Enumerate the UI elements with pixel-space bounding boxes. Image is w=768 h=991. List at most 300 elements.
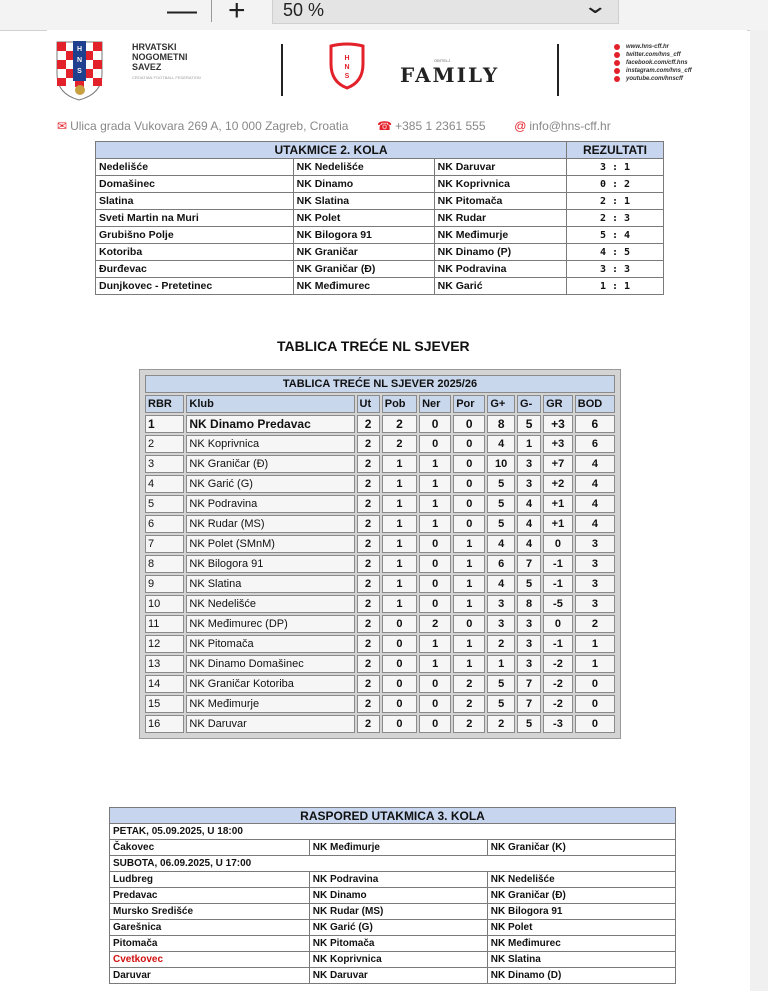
svg-text:N: N [344,64,350,71]
rank-cell: 5 [145,495,184,513]
played-cell: 2 [357,495,380,513]
wins-cell: 1 [382,495,417,513]
home-team-cell: NK Pitomača [309,936,487,952]
venue-cell: Dunjkovec - Pretetinec [96,278,294,295]
zoom-out-button[interactable]: — [167,0,197,27]
played-cell: 2 [357,515,380,533]
table-row [110,872,676,888]
column-header-club: Klub [186,395,354,413]
away-team-cell: NK Polet [487,920,675,936]
away-team-cell: NK Dinamo (D) [487,968,675,984]
club-cell: NK Koprivnica [186,435,354,453]
points-cell: 1 [575,635,615,653]
goals-against-cell: 4 [517,535,541,553]
score-cell: 1 : 1 [567,278,664,295]
losses-cell: 2 [453,675,485,693]
goals-for-cell: 2 [487,715,515,733]
club-cell: NK Pitomača [186,635,354,653]
standings-rows [145,415,615,733]
goal-diff-cell: -1 [543,635,573,653]
date-row [110,856,676,872]
table-row [145,535,615,553]
score-cell: 2 : 3 [567,210,664,227]
points-cell: 1 [575,655,615,673]
club-cell: NK Graničar Kotoriba [186,675,354,693]
club-cell: NK Međimurje [186,695,354,713]
round3-title: RASPORED UTAKMICA 3. KOLA [110,808,676,824]
venue-cell: Đurđevac [96,261,294,278]
table-row [145,675,615,693]
venue-cell: Kotoriba [96,244,294,261]
table-row [145,655,615,673]
goals-against-cell: 5 [517,415,541,433]
losses-cell: 0 [453,435,485,453]
losses-cell: 1 [453,635,485,653]
rank-cell: 14 [145,675,184,693]
wins-cell: 1 [382,555,417,573]
goals-against-cell: 3 [517,615,541,633]
points-cell: 6 [575,435,615,453]
played-cell: 2 [357,695,380,713]
goals-against-cell: 3 [517,475,541,493]
losses-cell: 0 [453,415,485,433]
club-cell: NK Daruvar [186,715,354,733]
rank-cell: 12 [145,635,184,653]
score-cell: 0 : 2 [567,176,664,193]
header-divider-2 [557,44,559,96]
goal-diff-cell: -2 [543,695,573,713]
svg-text:H: H [76,46,83,53]
away-team-cell: NK Dinamo (P) [434,244,566,261]
score-cell: 3 : 1 [567,159,664,176]
column-header-goals-for: G+ [487,395,515,413]
rank-cell: 15 [145,695,184,713]
match-date: SUBOTA, 06.09.2025, U 17:00 [110,856,676,872]
wins-cell: 1 [382,475,417,493]
away-team-cell: NK Graničar (Đ) [487,888,675,904]
score-cell: 2 : 1 [567,193,664,210]
wins-cell: 0 [382,635,417,653]
goals-for-cell: 4 [487,435,515,453]
rank-cell: 6 [145,515,184,533]
club-cell: NK Međimurec (DP) [186,615,354,633]
points-cell: 0 [575,715,615,733]
goal-diff-cell: -3 [543,715,573,733]
home-team-cell: NK Bilogora 91 [293,227,434,244]
home-team-cell: NK Dinamo [293,176,434,193]
zoom-in-button[interactable]: + [228,0,246,27]
goals-for-cell: 4 [487,535,515,553]
goal-diff-cell: 0 [543,535,573,553]
draws-cell: 0 [419,595,451,613]
table-row [145,515,615,533]
table-row [96,176,664,193]
document-page [47,30,747,991]
draws-cell: 0 [419,695,451,713]
played-cell: 2 [357,435,380,453]
points-cell: 0 [575,695,615,713]
rank-cell: 1 [145,415,184,433]
toolbar-divider [211,0,212,22]
wins-cell: 1 [382,575,417,593]
score-cell: 4 : 5 [567,244,664,261]
losses-cell: 2 [453,695,485,713]
date-row [110,824,676,840]
youtube-icon [614,76,620,82]
losses-cell: 0 [453,455,485,473]
away-team-cell: NK Garić [434,278,566,295]
table-row [145,415,615,433]
table-row [145,595,615,613]
points-cell: 4 [575,515,615,533]
zoom-value: 50 % [283,0,325,20]
goal-diff-cell: +7 [543,455,573,473]
table-row [145,435,615,453]
wins-cell: 1 [382,515,417,533]
draws-cell: 2 [419,615,451,633]
home-team-cell: NK Slatina [293,193,434,210]
draws-cell: 1 [419,635,451,653]
org-name: HRVATSKI NOGOMETNI SAVEZ [132,42,188,72]
home-team-cell: NK Podravina [309,872,487,888]
away-team-cell: NK Graničar (K) [487,840,675,856]
goals-for-cell: 4 [487,575,515,593]
home-team-cell: NK Nedelišće [293,159,434,176]
rank-cell: 16 [145,715,184,733]
goals-for-cell: 10 [487,455,515,473]
away-team-cell: NK Daruvar [434,159,566,176]
club-cell: NK Garić (G) [186,475,354,493]
column-header-goal-diff: GR [543,395,573,413]
venue-cell: Sveti Martin na Muri [96,210,294,227]
score-cell: 5 : 4 [567,227,664,244]
social-link-instagram[interactable]: instagram.com/hns_cff [614,67,692,75]
points-cell: 0 [575,675,615,693]
round2-rows [96,159,664,295]
table-row [110,920,676,936]
svg-text:S: S [344,73,350,80]
table-row [110,840,676,856]
played-cell: 2 [357,415,380,433]
club-cell: NK Slatina [186,575,354,593]
rank-cell: 13 [145,655,184,673]
standings-table-wrapper [139,369,621,739]
club-cell: NK Rudar (MS) [186,515,354,533]
club-cell: NK Podravina [186,495,354,513]
away-team-cell: NK Međimurec [487,936,675,952]
points-cell: 4 [575,455,615,473]
points-cell: 3 [575,555,615,573]
goals-for-cell: 5 [487,695,515,713]
table-row [145,635,615,653]
goals-for-cell: 5 [487,495,515,513]
venue-cell: Čakovec [110,840,310,856]
draws-cell: 0 [419,555,451,573]
table-row [96,210,664,227]
wins-cell: 1 [382,595,417,613]
match-date: PETAK, 05.09.2025, U 18:00 [110,824,676,840]
played-cell: 2 [357,455,380,473]
table-row [96,159,664,176]
svg-text:H: H [344,55,350,62]
table-row [145,455,615,473]
table-row [145,695,615,713]
table-row [145,495,615,513]
draws-cell: 0 [419,715,451,733]
wins-cell: 0 [382,695,417,713]
table-row [96,278,664,295]
played-cell: 2 [357,575,380,593]
wins-cell: 1 [382,455,417,473]
wins-cell: 2 [382,415,417,433]
goals-against-cell: 3 [517,455,541,473]
played-cell: 2 [357,715,380,733]
goals-for-cell: 5 [487,675,515,693]
away-team-cell: NK Pitomača [434,193,566,210]
home-team-cell: NK Međimurec [293,278,434,295]
venue-cell: Slatina [96,193,294,210]
instagram-icon [614,68,620,74]
wins-cell: 1 [382,535,417,553]
played-cell: 2 [357,675,380,693]
venue-cell: Pitomača [110,936,310,952]
venue-cell: Grubišno Polje [96,227,294,244]
twitter-icon [614,52,620,58]
table-row [145,715,615,733]
phone-icon: ☎ [377,119,393,133]
goals-against-cell: 3 [517,635,541,653]
points-cell: 4 [575,475,615,493]
email-text: info@hns-cff.hr [529,119,611,133]
losses-cell: 1 [453,555,485,573]
away-team-cell: NK Podravina [434,261,566,278]
losses-cell: 1 [453,535,485,553]
draws-cell: 1 [419,455,451,473]
played-cell: 2 [357,655,380,673]
club-cell: NK Polet (SMnM) [186,535,354,553]
wins-cell: 0 [382,655,417,673]
draws-cell: 0 [419,675,451,693]
wins-cell: 0 [382,675,417,693]
round3-schedule-table [109,807,676,984]
draws-cell: 1 [419,655,451,673]
goals-against-cell: 1 [517,435,541,453]
venue-cell: Mursko Središće [110,904,310,920]
facebook-icon [614,60,620,66]
home-team-cell: NK Međimurje [309,840,487,856]
table-row [110,952,676,968]
venue-cell: Ludbreg [110,872,310,888]
played-cell: 2 [357,535,380,553]
venue-cell: Domašinec [96,176,294,193]
goals-against-cell: 7 [517,555,541,573]
contact-line [57,119,611,133]
played-cell: 2 [357,635,380,653]
draws-cell: 0 [419,575,451,593]
column-header-wins: Pob [382,395,417,413]
goal-diff-cell: +1 [543,515,573,533]
hns-logo [52,36,107,102]
goals-for-cell: 1 [487,655,515,673]
goals-for-cell: 5 [487,515,515,533]
home-team-cell: NK Polet [293,210,434,227]
losses-cell: 0 [453,515,485,533]
club-cell: NK Bilogora 91 [186,555,354,573]
played-cell: 2 [357,615,380,633]
home-team-cell: NK Graničar [293,244,434,261]
social-link-youtube[interactable]: youtube.com/hnscff [614,75,692,83]
table-row [96,227,664,244]
standings-caption: TABLICA TREĆE NL SJEVER 2025/26 [145,375,615,393]
column-header-rank: RBR [145,395,184,413]
goal-diff-cell: +3 [543,415,573,433]
club-cell: NK Nedelišće [186,595,354,613]
home-team-cell: NK Garić (G) [309,920,487,936]
away-team-cell: NK Bilogora 91 [487,904,675,920]
table-row [96,261,664,278]
home-team-cell: NK Rudar (MS) [309,904,487,920]
standings-heading: TABLICA TREĆE NL SJEVER [277,338,470,354]
losses-cell: 0 [453,475,485,493]
home-team-cell: NK Graničar (Đ) [293,261,434,278]
goals-for-cell: 3 [487,615,515,633]
goals-against-cell: 7 [517,675,541,693]
chevron-down-icon: ⌄ [581,0,608,18]
standings-header-row [145,395,615,413]
standings-table [143,373,617,735]
goal-diff-cell: 0 [543,615,573,633]
column-header-losses: Por [453,395,485,413]
table-row [96,244,664,261]
goals-for-cell: 3 [487,595,515,613]
table-row [145,475,615,493]
social-links [614,43,692,83]
away-team-cell: NK Međimurje [434,227,566,244]
rank-cell: 3 [145,455,184,473]
goals-against-cell: 5 [517,575,541,593]
venue-cell: Garešnica [110,920,310,936]
draws-cell: 0 [419,415,451,433]
played-cell: 2 [357,595,380,613]
org-subtitle: CROATIAN FOOTBALL FEDERATION [132,75,201,80]
round2-results-table [95,141,664,295]
pdf-toolbar [0,0,768,31]
table-row [110,904,676,920]
rank-cell: 2 [145,435,184,453]
goals-for-cell: 8 [487,415,515,433]
wins-cell: 2 [382,435,417,453]
table-row [110,888,676,904]
social-link-web[interactable]: www.hns-cff.hr [614,43,692,51]
goals-against-cell: 4 [517,515,541,533]
goal-diff-cell: +1 [543,495,573,513]
points-cell: 3 [575,595,615,613]
svg-text:S: S [77,68,82,75]
globe-icon [614,44,620,50]
goals-against-cell: 5 [517,715,541,733]
points-cell: 2 [575,615,615,633]
goals-against-cell: 4 [517,495,541,513]
club-cell: NK Dinamo Predavac [186,415,354,433]
column-header-played: Ut [357,395,380,413]
rank-cell: 9 [145,575,184,593]
rank-cell: 11 [145,615,184,633]
social-link-facebook[interactable]: facebook.com/cff.hns [614,59,692,67]
goal-diff-cell: -2 [543,655,573,673]
goals-against-cell: 3 [517,655,541,673]
losses-cell: 2 [453,715,485,733]
points-cell: 3 [575,575,615,593]
round2-title: UTAKMICE 2. KOLA [96,142,567,159]
table-row [145,615,615,633]
wins-cell: 0 [382,615,417,633]
losses-cell: 0 [453,495,485,513]
venue-cell: Daruvar [110,968,310,984]
home-team-cell: NK Dinamo [309,888,487,904]
phone-text: +385 1 2361 555 [395,119,486,133]
points-cell: 6 [575,415,615,433]
table-row [110,936,676,952]
home-team-cell: NK Koprivnica [309,952,487,968]
zoom-select[interactable] [272,0,619,24]
goal-diff-cell: -1 [543,575,573,593]
at-icon: @ [514,119,527,133]
points-cell: 4 [575,495,615,513]
venue-cell: Cvetkovec [110,952,310,968]
losses-cell: 0 [453,615,485,633]
played-cell: 2 [357,475,380,493]
goal-diff-cell: -5 [543,595,573,613]
rank-cell: 7 [145,535,184,553]
draws-cell: 1 [419,475,451,493]
draws-cell: 1 [419,495,451,513]
losses-cell: 1 [453,575,485,593]
venue-cell: Nedelišće [96,159,294,176]
column-header-points: BOD [575,395,615,413]
rank-cell: 4 [145,475,184,493]
goals-against-cell: 8 [517,595,541,613]
away-team-cell: NK Rudar [434,210,566,227]
goals-for-cell: 2 [487,635,515,653]
rank-cell: 8 [145,555,184,573]
away-team-cell: NK Koprivnica [434,176,566,193]
mail-icon: ✉ [57,119,68,133]
losses-cell: 1 [453,655,485,673]
family-logo-text: FAMILY [400,63,500,87]
table-row [110,968,676,984]
column-header-goals-against: G- [517,395,541,413]
goals-for-cell: 5 [487,475,515,493]
wins-cell: 0 [382,715,417,733]
away-team-cell: NK Slatina [487,952,675,968]
played-cell: 2 [357,555,380,573]
draws-cell: 0 [419,435,451,453]
goals-for-cell: 6 [487,555,515,573]
table-row [96,193,664,210]
points-cell: 3 [575,535,615,553]
goals-against-cell: 7 [517,695,541,713]
goal-diff-cell: +3 [543,435,573,453]
goal-diff-cell: -1 [543,555,573,573]
rank-cell: 10 [145,595,184,613]
round3-rows [110,808,676,984]
address-text: Ulica grada Vukovara 269 A, 10 000 Zagreb, Croatia [70,119,349,133]
family-small-label: OBITELJ [434,58,451,63]
family-shield-logo [327,42,367,90]
score-cell: 3 : 3 [567,261,664,278]
social-link-twitter[interactable]: twitter.com/hns_cff [614,51,692,59]
vertical-scrollbar[interactable] [750,30,768,991]
